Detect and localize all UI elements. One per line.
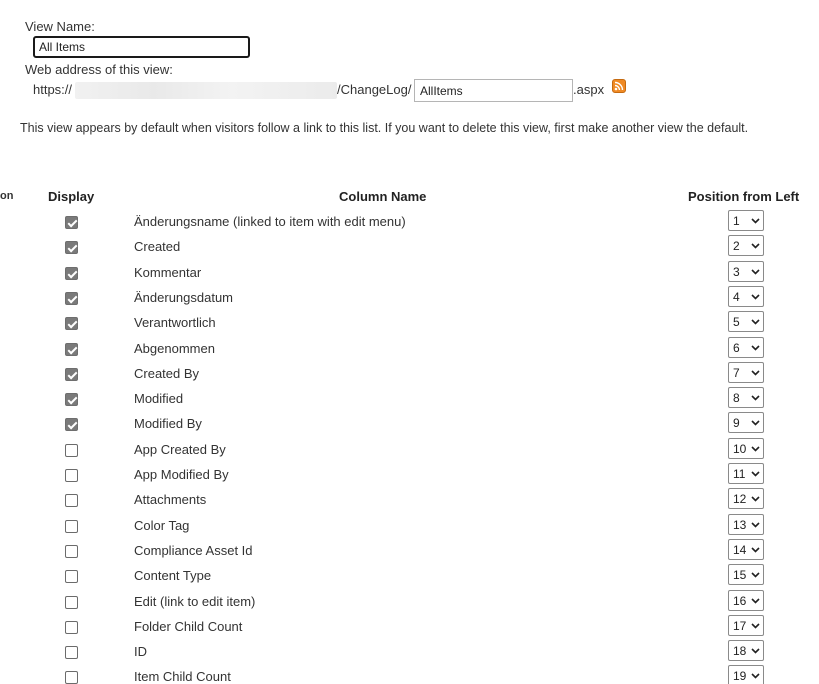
chevron-down-icon [751,471,760,477]
rss-feed-icon[interactable] [612,79,626,93]
position-value: 11 [733,467,746,481]
column-name: Änderungsname (linked to item with edit menu) [134,214,406,229]
position-select[interactable] [728,463,764,484]
position-select[interactable] [728,615,764,636]
column-name: App Created By [134,442,226,457]
position-select[interactable] [728,564,764,585]
display-checkbox[interactable] [65,545,78,558]
url-path: /ChangeLog/ [337,82,412,97]
position-select[interactable] [728,488,764,509]
column-name: App Modified By [134,467,229,482]
column-row [0,494,819,519]
chevron-down-icon [751,673,760,679]
position-select[interactable] [728,261,764,282]
url-prefix: https:// [33,82,73,97]
chevron-down-icon [751,598,760,604]
position-select[interactable] [728,311,764,332]
column-name: Folder Child Count [134,619,243,634]
display-checkbox[interactable] [65,317,78,330]
chevron-down-icon [751,294,760,300]
position-value: 8 [733,391,740,405]
display-checkbox[interactable] [65,494,78,507]
chevron-down-icon [751,243,760,249]
column-row [0,570,819,595]
chevron-down-icon [751,496,760,502]
position-select[interactable] [728,590,764,611]
column-name: Verantwortlich [134,315,216,330]
default-view-note: This view appears by default when visitors follow a link to this list. If you want to delete this view, first make another view the default. [20,121,749,135]
column-row [0,343,819,368]
display-checkbox[interactable] [65,216,78,229]
column-name: Created By [134,366,200,381]
url-extension: .aspx [573,82,605,97]
chevron-down-icon [751,623,760,629]
column-name: Attachments [134,492,207,507]
column-name: Abgenommen [134,341,215,356]
column-row [0,317,819,342]
view-name-label: View Name: [25,19,95,34]
position-value: 3 [733,265,740,279]
chevron-down-icon [751,420,760,426]
column-name: Modified [134,391,184,406]
position-value: 2 [733,239,740,253]
chevron-down-icon [751,218,760,224]
display-checkbox[interactable] [65,469,78,482]
web-address-label: Web address of this view: [25,62,173,77]
column-name: Created [134,239,181,254]
display-checkbox[interactable] [65,520,78,533]
column-row [0,368,819,393]
column-row [0,241,819,266]
column-name-header: Column Name [339,189,427,204]
display-checkbox[interactable] [65,646,78,659]
position-select[interactable] [728,514,764,535]
position-value: 19 [733,669,747,683]
column-row [0,444,819,469]
display-checkbox[interactable] [65,393,78,406]
column-row [0,545,819,570]
position-value: 12 [733,492,747,506]
position-select[interactable] [728,210,764,231]
view-page-name-input[interactable] [414,79,573,102]
chevron-down-icon [751,319,760,325]
display-column-header: Display [48,189,95,204]
column-row [0,520,819,545]
column-name: Änderungsdatum [134,290,234,305]
position-select[interactable] [728,337,764,358]
chevron-down-icon [751,547,760,553]
chevron-down-icon [751,446,760,452]
display-checkbox[interactable] [65,368,78,381]
position-select[interactable] [728,412,764,433]
redacted-site-url [75,82,337,99]
chevron-down-icon [751,345,760,351]
column-name: Color Tag [134,518,190,533]
column-row [0,671,819,684]
column-row [0,418,819,443]
position-value: 10 [733,442,747,456]
position-value: 4 [733,290,740,304]
column-name: Item Child Count [134,669,231,684]
position-value: 16 [733,594,747,608]
chevron-down-icon [751,395,760,401]
column-row [0,469,819,494]
clipped-header-fragment: on [0,190,14,202]
column-row [0,646,819,671]
position-select[interactable] [728,539,764,560]
display-checkbox[interactable] [65,596,78,609]
column-name: Compliance Asset Id [134,543,253,558]
display-checkbox[interactable] [65,621,78,634]
chevron-down-icon [751,269,760,275]
column-name: Modified By [134,416,202,431]
position-value: 13 [733,518,747,532]
position-value: 1 [733,214,740,228]
display-checkbox[interactable] [65,241,78,254]
position-select[interactable] [728,235,764,256]
position-value: 18 [733,644,747,658]
display-checkbox[interactable] [65,343,78,356]
column-name: ID [134,644,147,659]
position-from-left-header: Position from Left [688,189,800,204]
display-checkbox[interactable] [65,444,78,457]
view-name-input[interactable] [33,36,250,58]
display-checkbox[interactable] [65,671,78,684]
position-select[interactable] [728,362,764,383]
chevron-down-icon [751,648,760,654]
position-value: 17 [733,619,747,633]
chevron-down-icon [751,522,760,528]
position-select[interactable] [728,665,764,684]
display-checkbox[interactable] [65,267,78,280]
chevron-down-icon [751,572,760,578]
position-value: 9 [733,416,740,430]
position-select[interactable] [728,640,764,661]
position-value: 6 [733,341,740,355]
position-value: 14 [733,543,747,557]
position-select[interactable] [728,438,764,459]
column-name: Kommentar [134,265,202,280]
column-row [0,267,819,292]
column-row [0,292,819,317]
column-name: Edit (link to edit item) [134,594,256,609]
chevron-down-icon [751,370,760,376]
column-row [0,216,819,241]
column-name: Content Type [134,568,212,583]
position-value: 15 [733,568,747,582]
position-select[interactable] [728,286,764,307]
display-checkbox[interactable] [65,418,78,431]
position-value: 7 [733,366,740,380]
display-checkbox[interactable] [65,292,78,305]
display-checkbox[interactable] [65,570,78,583]
column-row [0,596,819,621]
column-row [0,621,819,646]
position-select[interactable] [728,387,764,408]
column-row [0,393,819,418]
position-value: 5 [733,315,740,329]
